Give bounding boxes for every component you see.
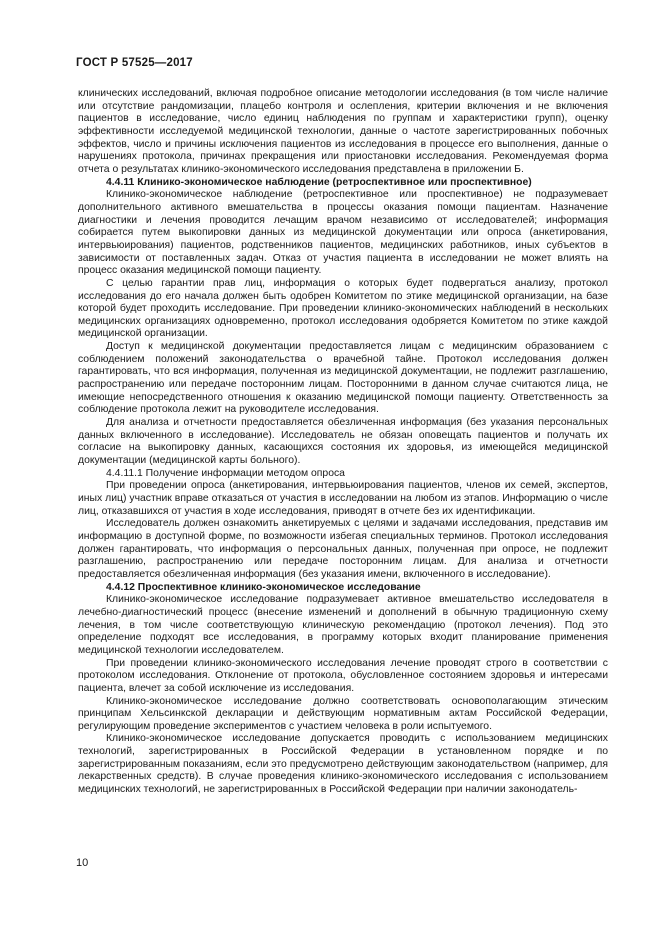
paragraph: Клинико-экономическое наблюдение (ретроспективное или проспективное) не подразумевает дополнительного активного вмешательства в процессы оказания помощи пациентам. Назначение диагностики и лечения проводится лечащим врачом независимо от исследователей; информация собирается путем выкопировки данных из медицинской документации или опроса (анкетирования, интервьюирования) пациентов, родственников пациентов, медицинских работников, иных субъектов в зависимости от поставленных задач. Отказ от участия пациента в исследовании не может влиять на процесс оказания медицинской помощи пациенту. — [78, 189, 608, 277]
paragraph: Клинико-экономическое исследование должно соответствовать основополагающим этическим принципам Хельсинкской декларации и действующим нормативным актам Российской Федерации, регулирующим проведение экспериментов с участием человека в роли испытуемого. — [78, 695, 608, 732]
paragraph: При проведении клинико-экономического исследования лечение проводят строго в соответствии с протоколом исследования. Отклонение от протокола, обусловленное состоянием здоровья и интересами пациента, влечет за собой исключение из исследования. — [78, 657, 608, 694]
section-heading-4-4-12: 4.4.12 Проспективное клинико-экономическое исследование — [106, 581, 421, 593]
subsection-heading-4-4-11-1: 4.4.11.1 Получение информации методом опроса — [106, 467, 345, 479]
paragraph: При проведении опроса (анкетирования, интервьюирования пациентов, членов их семей, экспертов, иных лиц) участник вправе отказаться от участия в исследовании на любом из этапов. Информацию о числе лиц, отказавшихся от участия в ходе исследования, приводят в отчете без их идентификации. — [78, 480, 608, 517]
paragraph: Исследователь должен ознакомить анкетируемых с целями и задачами исследования, представив им информацию в доступной форме, по возможности избегая специальных терминов. Протокол исследования должен гарантировать, что информация о персональных данных, полученная при опросе, не подлежит разглашению, распространению или передаче посторонним лицам. Для анализа и отчетности предоставляется обезличенная информация (без указания имени, включенного в исследование). — [78, 518, 608, 580]
document-header: ГОСТ Р 57525—2017 — [76, 57, 193, 69]
paragraph: Доступ к медицинской документации предоставляется лицам с медицинским образованием с соблюдением положений законодательства о врачебной тайне. Протокол исследования должен гарантировать, что вся информация, полученная из медицинской документации, не подлежит разглашению, распространению или передаче посторонним лицам. Посторонними в данном случае считаются лица, не имеющие непосредственного отношения к оказанию медицинской помощи пациенту. Ответственность за соблюдение протокола лежит на руководителе исследования. — [78, 341, 608, 416]
document-body — [78, 88, 608, 797]
paragraph: Клинико-экономическое исследование подразумевает активное вмешательство исследователя в лечебно-диагностический процесс (внесение изменений и дополнений в обычную традиционную схему лечения, в том числе соответствующую клиническую рекомендацию (протокол лечения). Под это определение подходят все исследования, в программу которых входит планирование применения медицинской технологии исследователем. — [78, 594, 608, 656]
paragraph: С целью гарантии прав лиц, информация о которых будет подвергаться анализу, протокол исследования до его начала должен быть одобрен Комитетом по этике медицинской организации, на базе которой будет проходить исследование. При проведении клинико-экономических наблюдений в нескольких медицинских организациях одновременно, протокол исследования одобряется Комитетом по этике каждой медицинской организации. — [78, 277, 608, 340]
paragraph: Клинико-экономическое исследование допускается проводить с использованием медицинских технологий, зарегистрированных в Российской Федерации в установленном порядке и по зарегистрированным показаниям, если это предусмотрено действующим законодательством (например, для лекарственных средств). В случае проведения клинико-экономического исследования с использованием медицинских технологий, не зарегистрированных в Российской Федерации при наличии законодатель- — [78, 733, 608, 796]
paragraph: Для анализа и отчетности предоставляется обезличенная информация (без указания персональных данных включенного в исследование). Исследователь не обязан оповещать пациентов и получать их согласие на выкопировку данных, касающихся состояния их здоровья, из имеющейся медицинской документации (медицинской карты больного). — [78, 417, 608, 467]
page-number: 10 — [76, 857, 89, 869]
paragraph: клинических исследований, включая подробное описание методологии исследования (в том числе наличие или отсутствие рандомизации, плацебо контроля и ослепления, критерии включения и не включения пациентов в исследование, число единиц наблюдения по группам и характеристики групп), оценку эффективности исследуемой медицинской технологии, данные о частоте зарегистрированных побочных эффектов, число и причины исключения пациентов из исследования в процессе его выполнения, данные о нарушениях протокола, причинах прекращения или приостановки исследования. Рекомендуемая форма отчета о результатах клинико-экономического исследования представлена в приложении Б. — [78, 88, 608, 175]
section-heading-4-4-11: 4.4.11 Клинико-экономическое наблюдение (ретроспективное или проспективное) — [106, 176, 532, 188]
